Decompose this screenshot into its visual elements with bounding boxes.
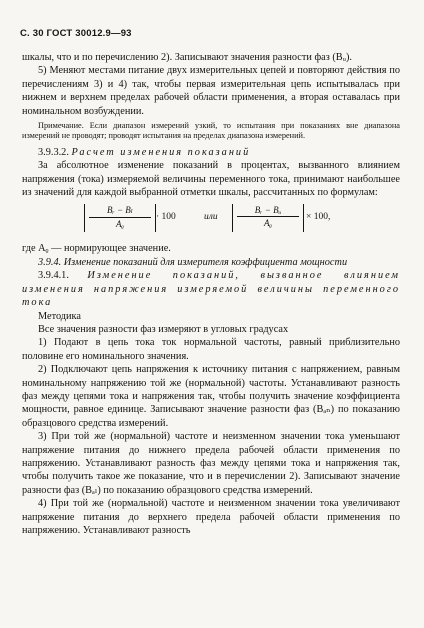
paragraph-step-1: 1) Подают в цепь тока ток нормальной частоты, равный приблизительно половине его номинального значения.	[22, 337, 400, 362]
section-title: Расчет изменения показаний	[71, 146, 251, 158]
section-number: 3.9.3.2.	[38, 146, 69, 158]
formula-denominator-1: Aᵨ	[115, 219, 125, 230]
formula-abs-1	[84, 204, 156, 232]
paragraph-step-3: 3) При той же (нормальной) частоте и неизменном значении тока уменьшают напряжение питания до нижнего предела рабочей области применения по напряжению. Устанавливают разность фаз между цепями тока и напряжения так, чтобы получить такое же показание, что и в перечислении 2). Записывают значение разности фаз (Bₐₗ) по показанию образцового средства измерений.	[22, 431, 400, 496]
formula-multiplier-1: · 100	[156, 212, 176, 223]
section-number: 3.9.4.1.	[38, 270, 69, 282]
formula-denominator-2: Aᵨ	[263, 218, 273, 229]
page-header: С. 30 ГОСТ 30012.9—93	[20, 28, 132, 39]
section-3-9-4-heading: 3.9.4. Изменение показаний для измерителя коэффициента мощности	[38, 256, 348, 268]
formula-abs-2	[232, 204, 304, 232]
paragraph-degrees: Все значения разности фаз измеряют в угловых градусах	[38, 323, 289, 335]
formula-multiplier-2: × 100,	[306, 212, 331, 223]
formula-numerator-1: Bᵣ − Bₗ	[89, 204, 151, 218]
formula	[22, 202, 400, 240]
section-3-9-4-1-heading	[22, 269, 400, 309]
paragraph-calculation: За абсолютное изменение показаний в процентах, вызванного влиянием напряжения (тока) измеряемой величины переменного тока, принимают наибольшее из значений для каждой выбранной отметки шкалы, рассчитанных по формулам:	[22, 160, 400, 199]
formula-numerator-2: Bᵣ − Bᵤ	[237, 204, 299, 217]
section-title: Изменение показаний, вызванное влиянием изменения напряжения измеряемой величины переменного тока	[22, 270, 400, 309]
paragraph-where: где Aᵨ — нормирующее значение.	[22, 243, 171, 255]
paragraph-continuation: шкалы, что и по перечислению 2). Записывают значения разности фаз (Bᵤ).	[22, 52, 353, 63]
paragraph-step-2: 2) Подключают цепь напряжения к источнику питания с напряжением, равным номинальному напряжению той же (нормальной) частоты. Устанавливают разность фаз между цепями тока и напряжения так, чтобы получить значение коэффициента мощности, равное единице. Записывают значение разности фаз (Bₐₙ) по показанию образцового средства измерений.	[22, 364, 400, 429]
paragraph-step-4: 4) При той же (нормальной) частоте и неизменном значении тока увеличивают напряжение питания до верхнего предела рабочей области применения по напряжению. Устанавливают разность	[22, 498, 400, 536]
method-label: Методика	[38, 310, 81, 322]
formula-or: или	[204, 212, 218, 223]
section-3-9-3-2-heading	[22, 146, 400, 159]
note: Примечание. Если диапазон измерений узкий, то испытания при показаниях вне диапазона измерений не проводят; проводят испытания на пределах диапазона измерений.	[22, 121, 400, 141]
paragraph-step-5: 5) Меняют местами питание двух измерительных цепей и повторяют действия по перечислениям 3) и 4) так, чтобы первая измерительная цепь испытывалась при нижнем и верхнем пределах рабочей области применения, а вторая оставалась при номинальном возбуждении.	[22, 65, 400, 117]
